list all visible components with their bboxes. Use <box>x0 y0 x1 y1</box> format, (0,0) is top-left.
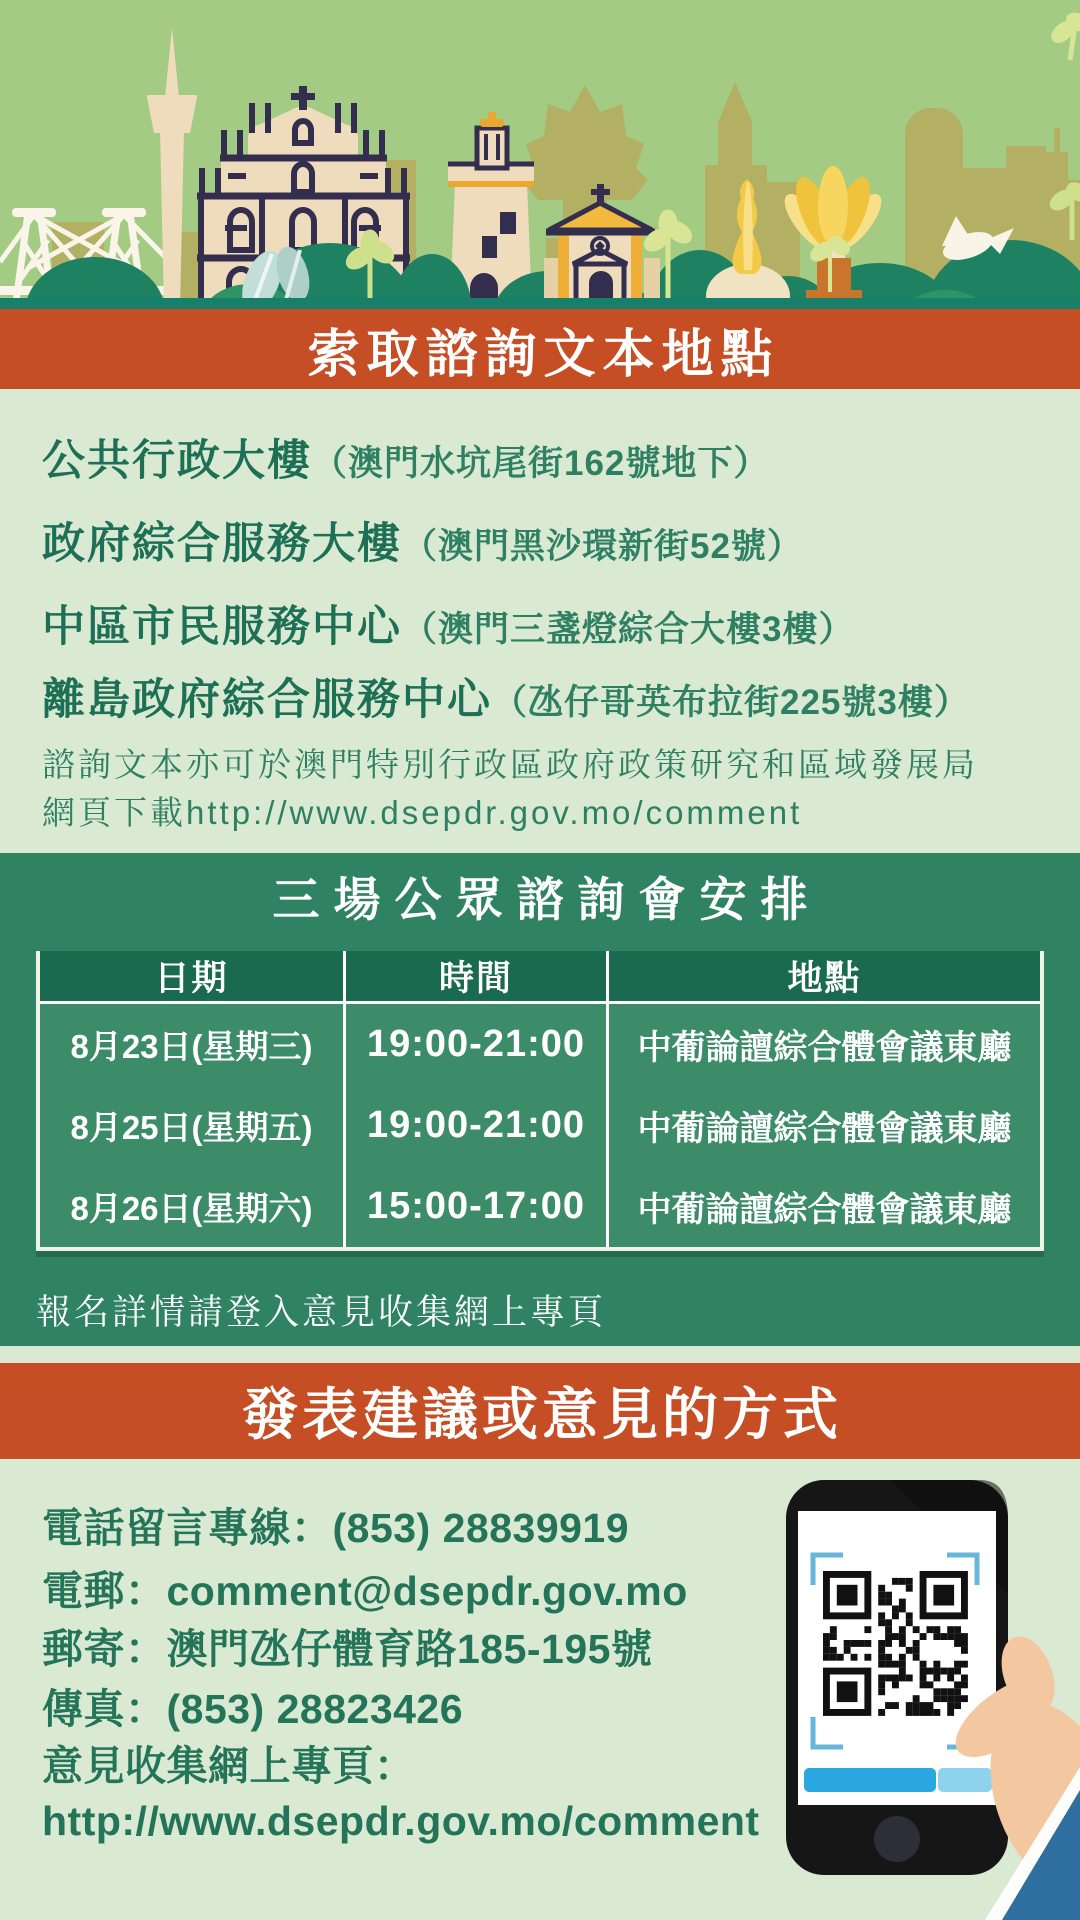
section-banner-obtain-text <box>0 309 1080 389</box>
download-note-line1: 諮詢文本亦可於澳門特別行政區政府政策研究和區域發展局 <box>42 746 978 783</box>
phone-qr-illustration <box>780 1475 1080 1920</box>
session-date: 8月25日(星期五) <box>70 1109 313 1146</box>
home-button-icon <box>874 1816 920 1862</box>
table-row <box>40 1166 1040 1247</box>
table-header-date: 日期 <box>154 959 229 998</box>
location-address: （氹仔哥英布拉街225號3樓） <box>492 683 970 722</box>
table-header-time: 時間 <box>343 951 606 1001</box>
session-date: 8月26日(星期六) <box>70 1190 313 1227</box>
location-address: （澳門黑沙環新街52號） <box>402 527 803 566</box>
macau-skyline-illustration <box>0 0 1080 309</box>
location-item <box>42 666 970 727</box>
location-address: （澳門水坑尾街162號地下） <box>312 444 770 483</box>
locations-section <box>0 389 1080 853</box>
contact-mail-line: 郵寄：澳門氹仔體育路185-195號 <box>42 1626 653 1672</box>
consultation-sessions-section <box>0 853 1080 1363</box>
location-item <box>42 427 769 488</box>
location-name: 離島政府綜合服務中心 <box>42 676 492 724</box>
contact-webpage-url: http://www.dsepdr.gov.mo/comment <box>42 1798 760 1844</box>
contact-webpage-label: 意見收集網上專頁： <box>42 1743 416 1789</box>
banner-title: 發表建議或意見的方式 <box>242 1383 842 1446</box>
scan-progress-remainder <box>938 1768 992 1792</box>
session-time: 19:00-21:00 <box>343 1004 606 1085</box>
contact-section <box>0 1459 1080 1920</box>
table-row <box>40 1085 1040 1166</box>
banner-title: 索取諮詢文本地點 <box>307 325 780 384</box>
panel-title: 三場公眾諮詢會安排 <box>272 873 822 926</box>
contact-fax-line: 傳真：(853) 28823426 <box>42 1686 464 1732</box>
table-header-venue: 地點 <box>606 951 1040 1001</box>
session-venue: 中葡論譠綜合體會議東廳 <box>606 1166 1040 1247</box>
session-time: 19:00-21:00 <box>343 1085 606 1166</box>
location-name: 公共行政大樓 <box>42 437 312 485</box>
location-name: 中區市民服務中心 <box>42 603 402 651</box>
consultation-table <box>36 951 1044 1251</box>
session-venue: 中葡論譠綜合體會議東廳 <box>606 1004 1040 1085</box>
download-note-line2: 網頁下載http://www.dsepdr.gov.mo/comment <box>42 794 803 831</box>
section-banner-submit-opinions <box>0 1363 1080 1459</box>
session-time: 15:00-17:00 <box>343 1166 606 1247</box>
table-header-row <box>40 951 1040 1004</box>
location-item <box>42 593 854 654</box>
location-item <box>42 510 803 571</box>
location-name: 政府綜合服務大樓 <box>42 520 402 568</box>
divider-strip <box>0 298 1080 309</box>
contact-email-line: 電郵：comment@dsepdr.gov.mo <box>42 1568 688 1614</box>
location-address: （澳門三盞燈綜合大樓3樓） <box>402 610 855 649</box>
session-venue: 中葡論譠綜合體會議東廳 <box>606 1085 1040 1166</box>
session-date: 8月23日(星期三) <box>70 1028 313 1065</box>
scan-progress-bar <box>804 1768 936 1792</box>
table-row <box>40 1004 1040 1085</box>
contact-phone-line: 電話留言專線：(853) 28839919 <box>42 1505 630 1551</box>
registration-note: 報名詳情請登入意見收集網上專頁 <box>36 1293 607 1332</box>
